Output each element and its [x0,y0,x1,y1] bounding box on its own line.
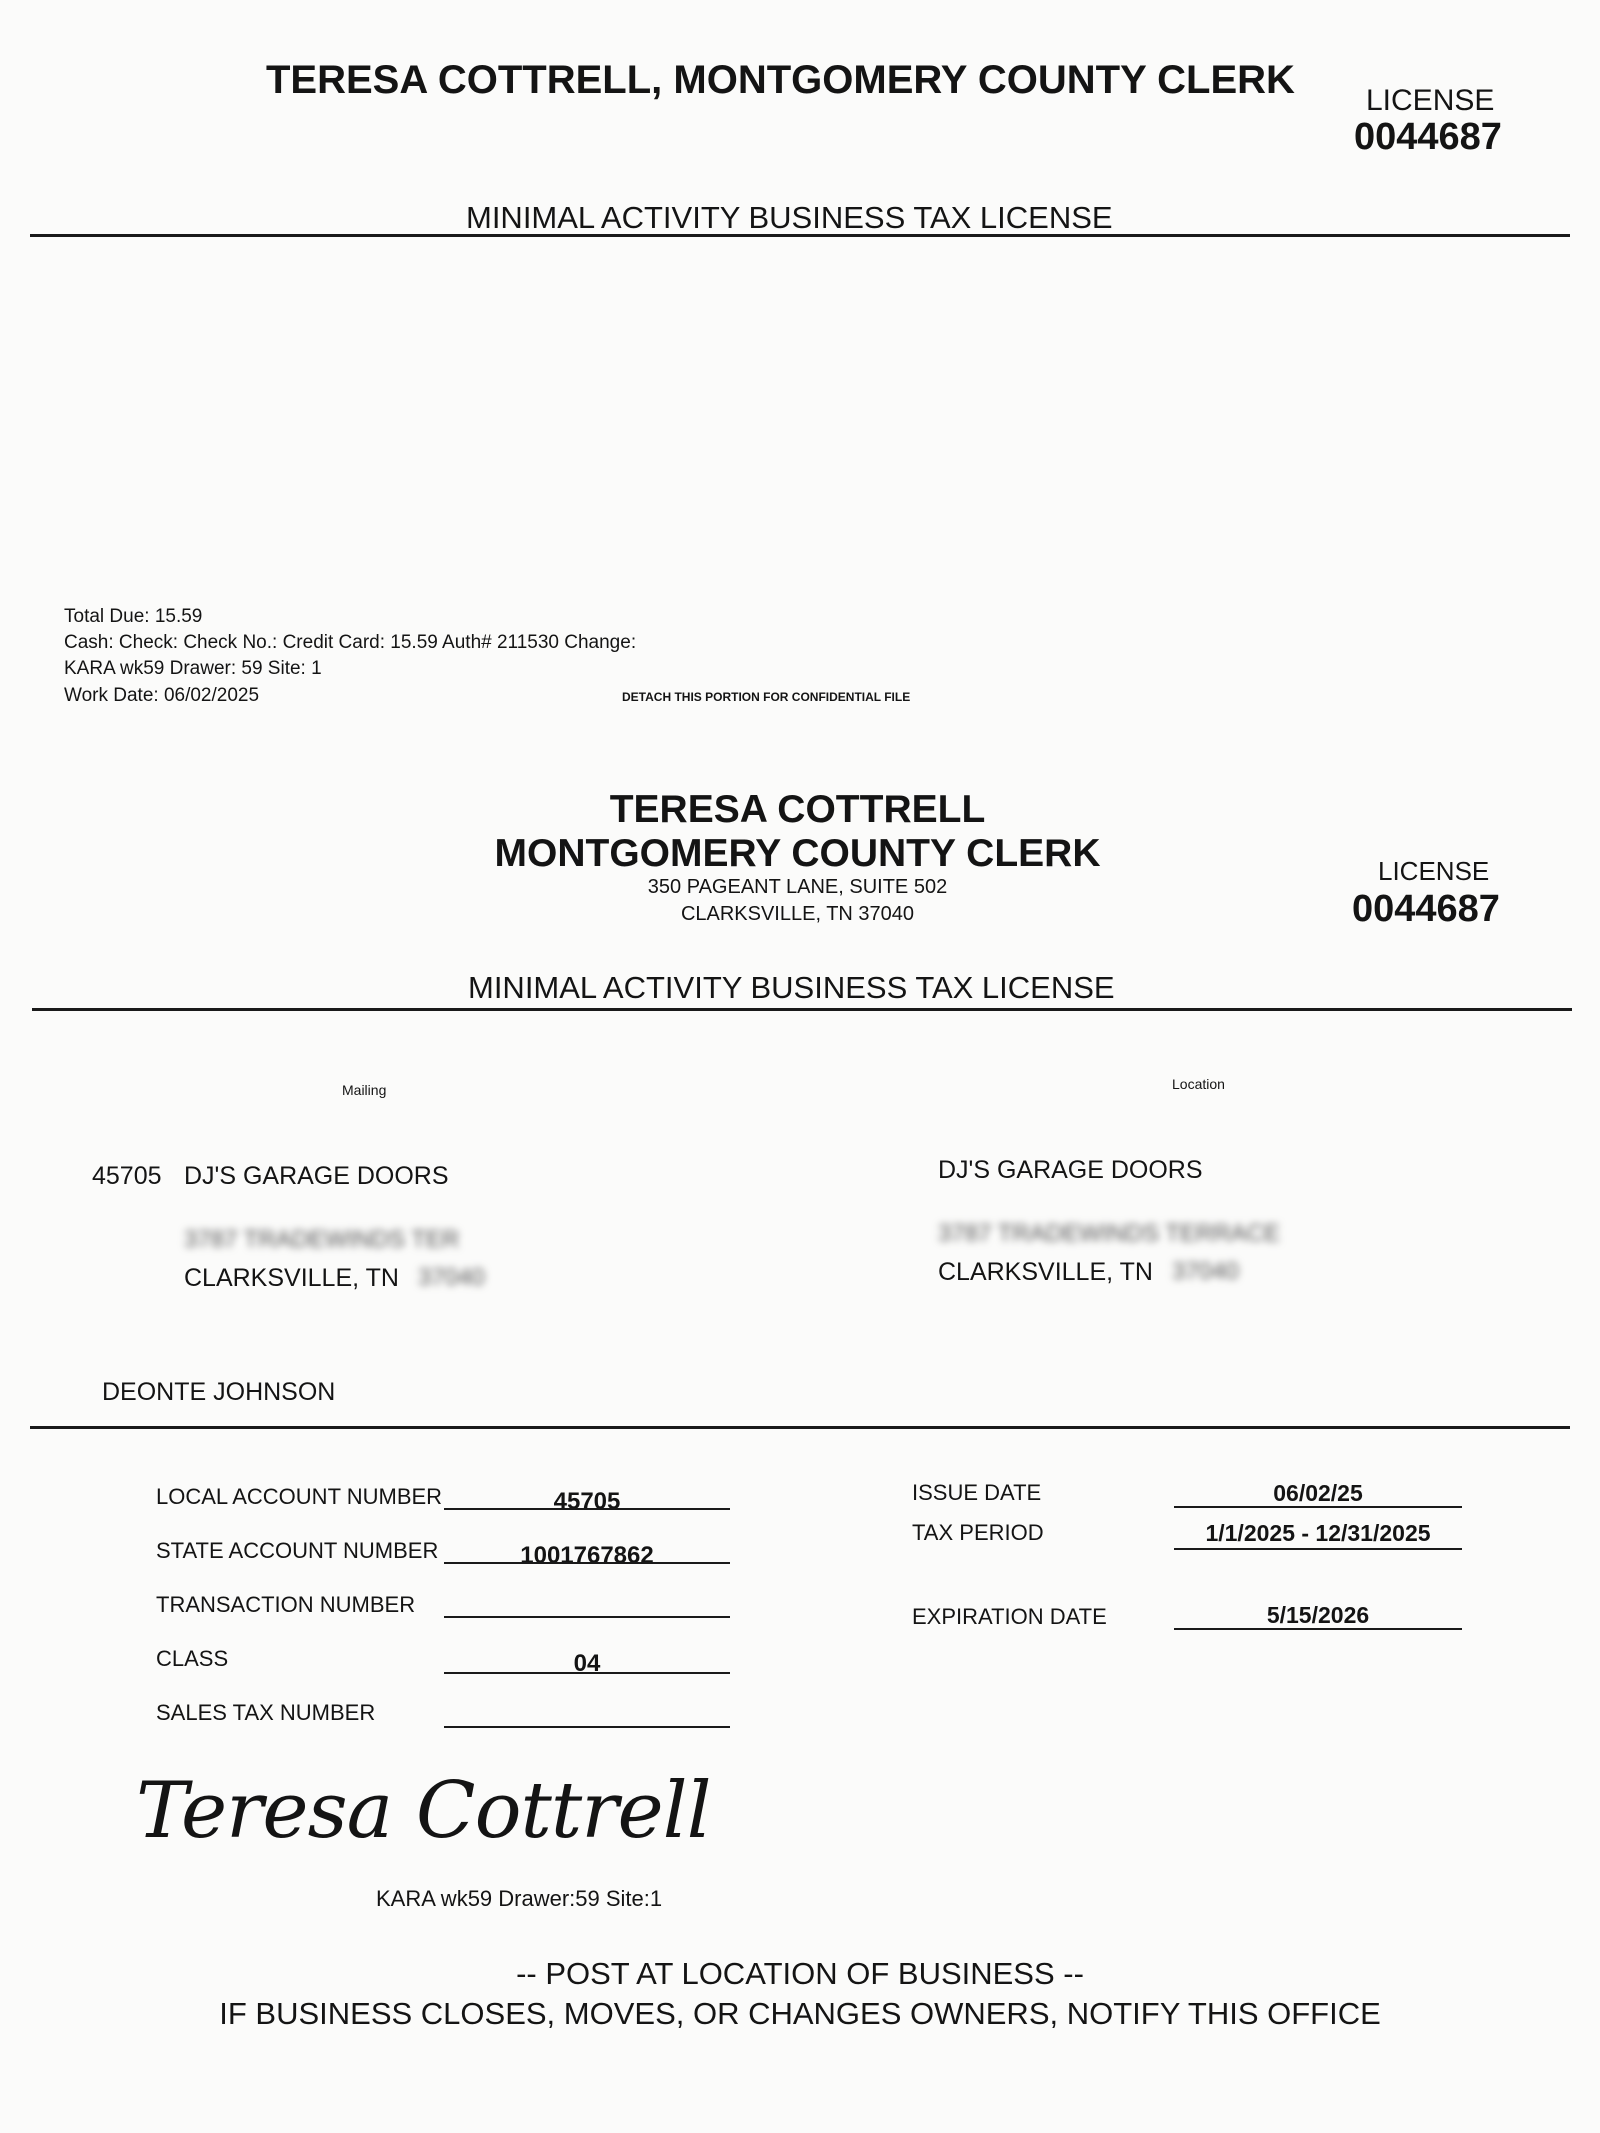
location-street-redacted: 3787 TRADEWINDS TERRACE [938,1220,1280,1247]
state-account-label: STATE ACCOUNT NUMBER [156,1538,439,1563]
clerk-name: TERESA COTTRELL [609,788,986,831]
mailing-label: Mailing [342,1082,387,1098]
state-account-value: 1001767862 [520,1542,654,1569]
clerk-title: MONTGOMERY COUNTY CLERK [494,832,1101,875]
receipt-operator-line: KARA wk59 Drawer: 59 Site: 1 [64,658,322,679]
expiration-date-value: 5/15/2026 [1266,1602,1370,1628]
clerk-address-line2: CLARKSVILLE, TN 37040 [680,903,915,925]
clerk-address-line1: 350 PAGEANT LANE, SUITE 502 [647,876,948,898]
stub-license-label: LICENSE [1366,84,1495,117]
clerk-signature: Teresa Cottrell [136,1766,711,1856]
local-account-label: LOCAL ACCOUNT NUMBER [156,1484,443,1509]
license-title-rule [32,1008,1572,1011]
sales-tax-number-underline [444,1726,730,1728]
location-label: Location [1172,1076,1225,1092]
expiration-date-label: EXPIRATION DATE [912,1604,1107,1629]
stub-title-rule [30,234,1570,237]
mailing-zip-redacted: 37040 [418,1264,485,1291]
stub-license-number: 0044687 [1354,116,1502,158]
tax-period-value: 1/1/2025 - 12/31/2025 [1205,1520,1431,1546]
issue-date-underline [1174,1506,1462,1508]
mailing-city-state: CLARKSVILLE, TN [184,1264,399,1292]
tax-period-label: TAX PERIOD [912,1520,1044,1545]
stub-license-title: MINIMAL ACTIVITY BUSINESS TAX LICENSE [466,200,1113,235]
footer-notify-notice: IF BUSINESS CLOSES, MOVES, OR CHANGES OWNERS, NOTIFY THIS OFFICE [219,1996,1381,2031]
local-account-value: 45705 [553,1488,621,1515]
receipt-total-due: Total Due: 15.59 [64,606,203,627]
sales-tax-number-label: SALES TAX NUMBER [156,1700,376,1725]
owner-rule [30,1426,1570,1429]
transaction-number-underline [444,1616,730,1618]
stub-clerk-header: TERESA COTTRELL, MONTGOMERY COUNTY CLERK [266,58,1295,102]
operator-footer: KARA wk59 Drawer:59 Site:1 [376,1886,663,1911]
owner-name: DEONTE JOHNSON [102,1378,336,1406]
class-label: CLASS [156,1646,229,1671]
location-city-state: CLARKSVILLE, TN [938,1258,1153,1286]
issue-date-value: 06/02/25 [1273,1480,1363,1506]
license-number: 0044687 [1352,888,1500,930]
license-label: LICENSE [1378,856,1490,886]
issue-date-label: ISSUE DATE [912,1480,1042,1505]
tax-period-underline [1174,1548,1462,1550]
mailing-account: 45705 [92,1162,162,1190]
local-account-underline [444,1508,730,1510]
detach-note: DETACH THIS PORTION FOR CONFIDENTIAL FILE [622,690,911,704]
location-zip-redacted: 37040 [1172,1258,1239,1285]
transaction-number-label: TRANSACTION NUMBER [156,1592,416,1617]
footer-post-notice: -- POST AT LOCATION OF BUSINESS -- [516,1956,1084,1991]
license-title: MINIMAL ACTIVITY BUSINESS TAX LICENSE [468,970,1115,1005]
mailing-street-redacted: 3787 TRADEWINDS TER [184,1226,460,1253]
expiration-date-underline [1174,1628,1462,1630]
receipt-payment-line: Cash: Check: Check No.: Credit Card: 15.59 Auth# 211530 Change: [64,632,637,653]
receipt-work-date: Work Date: 06/02/2025 [64,685,260,706]
location-business-name: DJ'S GARAGE DOORS [938,1156,1203,1184]
state-account-underline [444,1562,730,1564]
class-value: 04 [573,1650,601,1677]
class-underline [444,1672,730,1674]
mailing-business-name: DJ'S GARAGE DOORS [184,1162,449,1190]
